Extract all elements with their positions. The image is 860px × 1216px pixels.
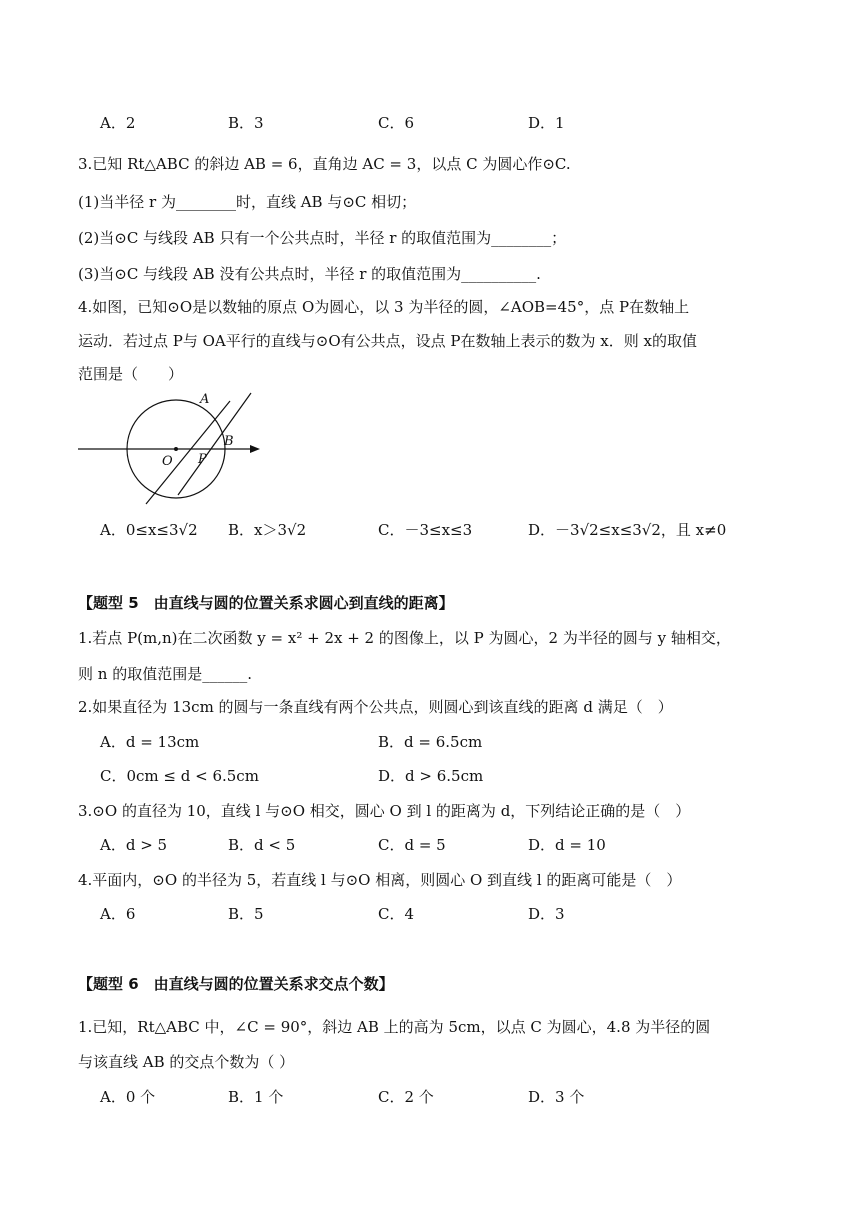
section6-heading: 【题型 6 由直线与圆的位置关系求交点个数】 bbox=[78, 975, 394, 993]
q3-part1: (1)当半径 r 为________时，直线 AB 与⊙C 相切； bbox=[78, 193, 417, 211]
s5-q2-option-d: D．d > 6.5cm bbox=[378, 767, 484, 785]
s6-q1-line1: 1.已知，Rt△ABC 中，∠C = 90°，斜边 AB 上的高为 5cm，以点 C 为圆心，4.8 为半径的圆 bbox=[78, 1018, 711, 1036]
s5-q4-option-b: B．5 bbox=[228, 905, 264, 923]
q4-line1: 4.如图，已知⊙O是以数轴的原点 O为圆心，以 3 为半径的圆，∠AOB=45°，点 P在数轴上 bbox=[78, 298, 690, 316]
s5-q2-option-b: B．d = 6.5cm bbox=[378, 733, 483, 751]
s6-q1-option-a: A．0 个 bbox=[100, 1088, 156, 1106]
q4-option-b: B．x＞3√2 bbox=[228, 521, 307, 539]
axis-arrow-icon bbox=[250, 445, 260, 453]
option-c: C．6 bbox=[378, 114, 415, 132]
s5-q3-stem: 3.⊙O 的直径为 10，直线 l 与⊙O 相交，圆心 O 到 l 的距离为 d，下列结论正确的是（ ） bbox=[78, 802, 691, 820]
s5-q2-option-c: C．0cm ≤ d < 6.5cm bbox=[100, 767, 259, 785]
s6-q1-option-c: C．2 个 bbox=[378, 1088, 434, 1106]
label-b: B bbox=[224, 434, 234, 449]
s6-q1-option-b: B．1 个 bbox=[228, 1088, 284, 1106]
s5-q3-option-d: D．d = 10 bbox=[528, 836, 606, 854]
option-b: B．3 bbox=[228, 114, 264, 132]
q3-part2: (2)当⊙C 与线段 AB 只有一个公共点时，半径 r 的取值范围为________； bbox=[78, 229, 567, 247]
s5-q1-line1: 1.若点 P(m,n)在二次函数 y = x² + 2x + 2 的图像上，以 P 为圆心，2 为半径的圆与 y 轴相交， bbox=[78, 629, 731, 647]
label-o: O bbox=[162, 454, 173, 469]
option-d: D．1 bbox=[528, 114, 565, 132]
q4-line2: 运动．若过点 P与 OA平行的直线与⊙O有公共点，设点 P在数轴上表示的数为 x．则 x的取值 bbox=[78, 332, 697, 350]
q3-part3: (3)当⊙C 与线段 AB 没有公共点时，半径 r 的取值范围为__________. bbox=[78, 265, 541, 283]
s5-q2-option-a: A．d = 13cm bbox=[100, 733, 200, 751]
q4-option-c: C．－3≤x≤3 bbox=[378, 521, 473, 539]
option-a: A．2 bbox=[100, 114, 136, 132]
s5-q1-line2: 则 n 的取值范围是______. bbox=[78, 665, 252, 683]
s5-q2-stem: 2.如果直径为 13cm 的圆与一条直线有两个公共点，则圆心到该直线的距离 d 满足（ ） bbox=[78, 698, 673, 716]
section5-heading: 【题型 5 由直线与圆的位置关系求圆心到直线的距离】 bbox=[78, 594, 454, 612]
s5-q4-option-a: A．6 bbox=[100, 905, 136, 923]
s5-q3-option-c: C．d = 5 bbox=[378, 836, 446, 854]
s5-q4-option-c: C．4 bbox=[378, 905, 415, 923]
label-a: A bbox=[200, 392, 210, 407]
circle-number-line-figure bbox=[70, 385, 280, 510]
q4-option-a: A．0≤x≤3√2 bbox=[100, 521, 198, 539]
s6-q1-option-d: D．3 个 bbox=[528, 1088, 585, 1106]
q4-option-d: D．－3√2≤x≤3√2，且 x≠0 bbox=[528, 521, 727, 539]
origin-dot bbox=[174, 447, 178, 451]
s6-q1-line2: 与该直线 AB 的交点个数为（ ） bbox=[78, 1053, 295, 1071]
line-oa bbox=[146, 401, 230, 504]
s5-q4-stem: 4.平面内，⊙O 的半径为 5，若直线 l 与⊙O 相离，则圆心 O 到直线 l 的距离可能是（ ） bbox=[78, 871, 682, 889]
q4-line3: 范围是（ ） bbox=[78, 365, 184, 383]
s5-q3-option-b: B．d < 5 bbox=[228, 836, 296, 854]
q3-stem: 3.已知 Rt△ABC 的斜边 AB = 6，直角边 AC = 3，以点 C 为圆心作⊙C. bbox=[78, 155, 571, 173]
s5-q3-option-a: A．d > 5 bbox=[100, 836, 168, 854]
s5-q4-option-d: D．3 bbox=[528, 905, 565, 923]
label-p: P bbox=[198, 452, 207, 467]
